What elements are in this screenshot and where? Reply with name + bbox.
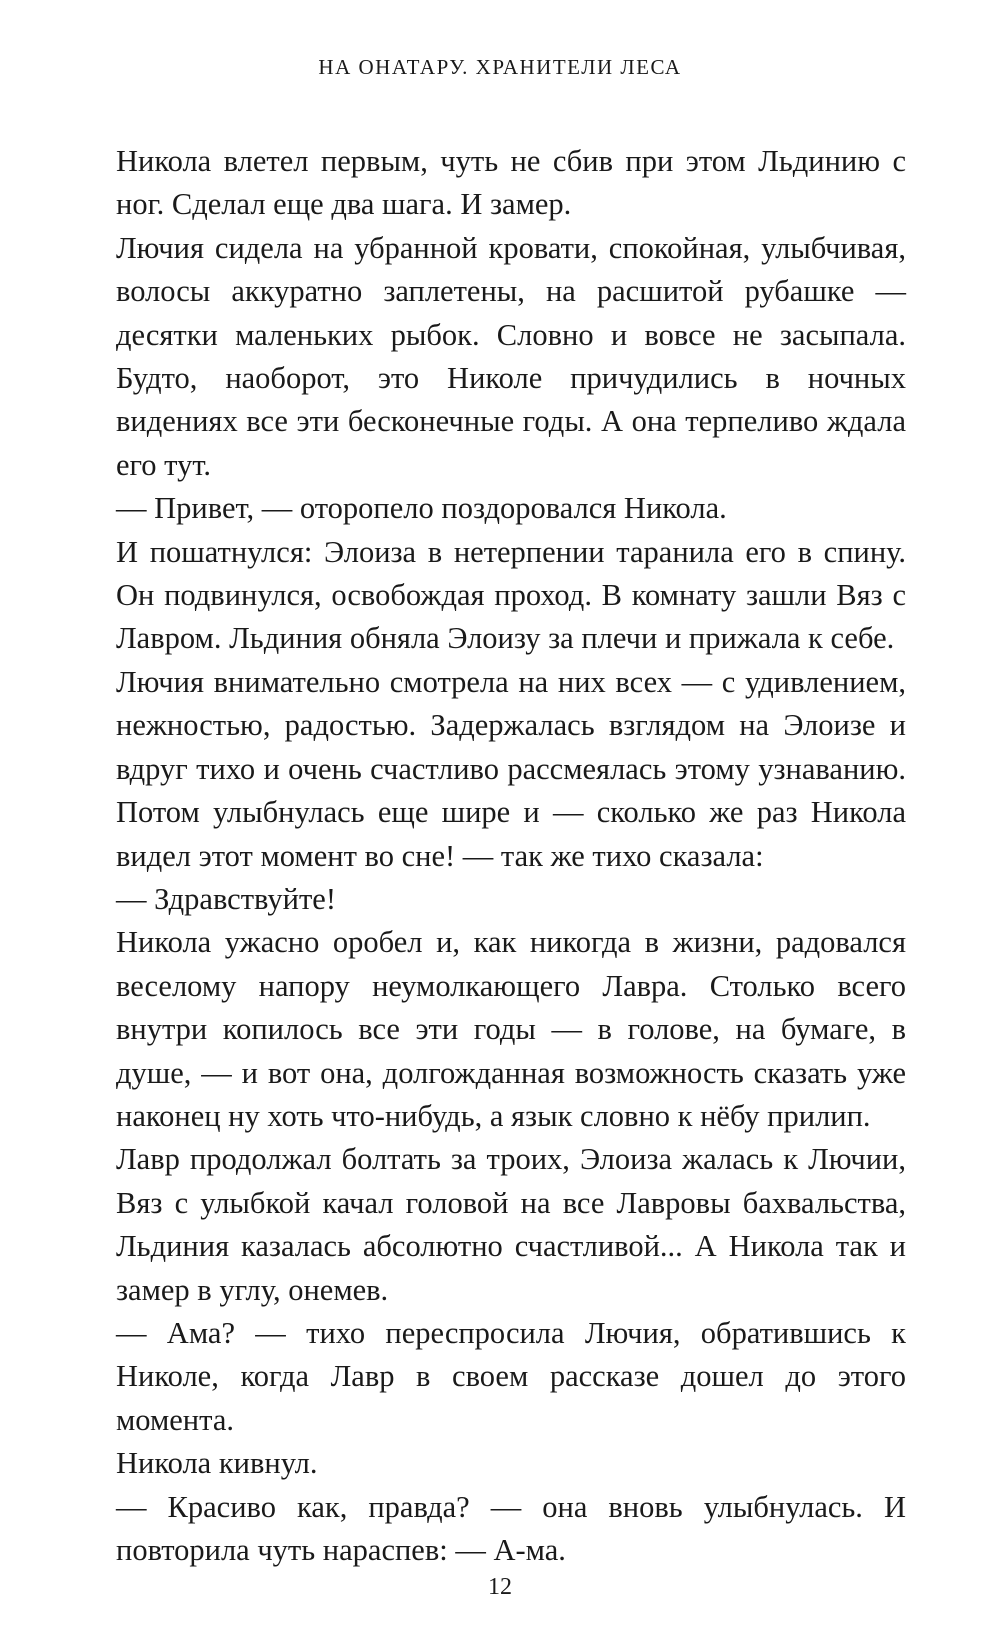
body-text: [116, 140, 906, 1572]
page-number: 12: [488, 1574, 512, 1600]
running-head: НА ОНАТАРУ. ХРАНИТЕЛИ ЛЕСА: [318, 55, 682, 79]
paragraph-11: — Красиво как, правда? — она вновь улыбнулась. И повторила чуть нараспев: — А-ма.: [116, 1489, 906, 1567]
paragraph-1: Никола влетел первым, чуть не сбив при этом Льдинию с ног. Сделал еще два шага. И замер.: [116, 144, 906, 222]
paragraph-4: И пошатнулся: Элоиза в нетерпении таранила его в спину. Он подвинулся, освобождая проход. В комнату зашли Вяз с Лавром. Льдиния обняла Элоизу за плечи и прижала к себе.: [116, 534, 906, 656]
paragraph-7: Никола ужасно оробел и, как никогда в жизни, радовался веселому напору неумолкающего Лавра. Столько всего внутри копилось все эти годы — в голове, на бумаге, в душе, — и вот она, долгожданная возможность сказать уже наконец ну хоть что-нибудь, а язык словно к нёбу прилип.: [116, 925, 906, 1133]
paragraph-8: Лавр продолжал болтать за троих, Элоиза жалась к Лючии, Вяз с улыбкой качал головой на все Лавровы бахвальства, Льдиния казалась абсолютно счастливой... А Никола так и замер в углу, онемев.: [116, 1142, 906, 1307]
paragraph-6: — Здравствуйте!: [116, 881, 336, 916]
paragraph-2: Лючия сидела на убранной кровати, спокойная, улыбчивая, волосы аккуратно заплетены, на расшитой рубашке — десятки маленьких рыбок. Словно и вовсе не засыпала. Будто, наоборот, это Николе причудились в ночных видениях все эти бесконечные годы. А она терпеливо ждала его тут.: [116, 230, 906, 482]
paragraph-9: — Ама? — тихо переспросила Лючия, обратившись к Николе, когда Лавр в своем рассказе дошел до этого момента.: [116, 1315, 906, 1437]
paragraph-10: Никола кивнул.: [116, 1446, 318, 1481]
paragraph-5: Лючия внимательно смотрела на них всех — с удивлением, нежностью, радостью. Задержалась взглядом на Элоизе и вдруг тихо и очень счастливо рассмеялась этому узнаванию. Потом улыбнулась еще шире и — сколько же раз Никола видел этот момент во сне! — так же тихо сказала:: [116, 664, 906, 873]
paragraph-3: — Привет, — оторопело поздоровался Никола.: [116, 491, 727, 526]
